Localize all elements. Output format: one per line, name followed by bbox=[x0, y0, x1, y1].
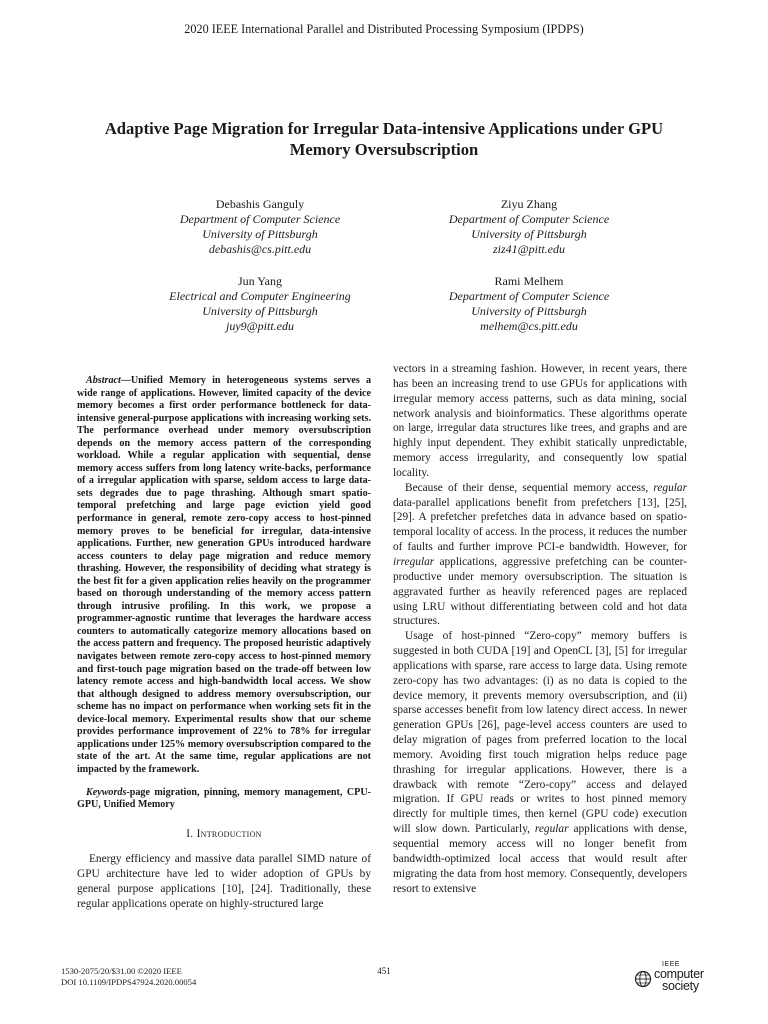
logo-computer: computer bbox=[654, 967, 704, 981]
text-run: Usage of host-pinned “Zero-copy” memory buffers is suggested in both CUDA [19] and OpenCL [3], [5] for irregular applications with sparse, rare access to large data. Using remote zero-copy has two advantages: (i) as no data is copied to the device memory, it prevents memory oversubscription, and (ii) sparse accesses benefit from low latency direct access. In newer generation GPUs [26], page-level access counters are used to delay migration of pages from preferred location to the local memory. Avoiding first touch migration helps reduce page thrashing for irregular applications. However, there is a drawback with remote “Zero-copy” access and delayed migration. If GPU reads or writes to host pinned memory directly for multiple times, then kernel (GPU code) execution will slow down. Particularly, bbox=[393, 630, 687, 836]
author-univ: University of Pittsburgh bbox=[202, 227, 318, 241]
page-number: 451 bbox=[377, 966, 391, 976]
author-block-3 bbox=[110, 274, 410, 334]
text-run: applications, aggressive prefetching can be counter-productive under memory oversubscription. The situation is aggravated further as heavily referenced pages are replaced using LRU without differentiating between cold and hot data structures. bbox=[393, 555, 687, 628]
author-block-2 bbox=[379, 197, 679, 257]
abstract-label: Abstract bbox=[86, 375, 121, 386]
author-email[interactable]: debashis@cs.pitt.edu bbox=[208, 242, 312, 256]
section-heading-introduction bbox=[77, 827, 371, 842]
author-univ: University of Pittsburgh bbox=[471, 304, 587, 318]
keywords-text: -page migration, pinning, memory management, CPU-GPU, Unified Memory bbox=[77, 786, 371, 811]
keywords-label: Keywords bbox=[86, 786, 127, 798]
emphasis-regular: regular bbox=[653, 481, 687, 494]
author-univ: University of Pittsburgh bbox=[471, 227, 587, 241]
emphasis-regular: regular bbox=[534, 823, 569, 836]
intro-paragraph: Energy efficiency and massive data parallel SIMD nature of GPU architecture have led to wider adoption of GPUs by general purpose applications [10], [24]. Traditionally, these regular applications operate on highly-structured large bbox=[77, 853, 371, 910]
abstract bbox=[77, 375, 371, 777]
right-column bbox=[393, 362, 687, 896]
author-block-1 bbox=[110, 197, 410, 257]
footer-issn: 1530-2075/20/$31.00 ©2020 IEEE bbox=[61, 966, 182, 976]
author-block-4 bbox=[379, 274, 679, 334]
author-dept: Department of Computer Science bbox=[448, 289, 610, 303]
logo-society: society bbox=[662, 979, 699, 993]
author-name: Ziyu Zhang bbox=[500, 197, 558, 211]
author-name: Debashis Ganguly bbox=[215, 197, 305, 211]
abstract-text: —Unified Memory in heterogeneous systems serves a wide range of applications. However, limited capacity of the device memory becomes a first order performance bottleneck for data-intensive general-purpose applications with increasing working sets. The performance overhead under memory oversubscription depends on the memory access pattern of the corresponding workload. While a regular application with sequential, dense memory access suffers from long latency write-backs, performance of a irregular application with sparse, seldom access to large data-sets degrades due to page thrashing. Although smart spatio-temporal prefetching and large page eviction yield good performance in general, remote zero-copy access to host-pinned memory proves to be beneficial for irregular, data-intensive applications. Further, new generation GPUs introduced hardware access counters to delay page migration and reduce memory thrashing. However, the responsibility of deciding what strategy is the best fit for a given application relies heavily on the programmer based on thorough understanding of the memory access pattern through intrusive profiling. In this work, we propose a programmer-agnostic runtime that leverages the hardware access counters to automatically categorize memory allocations based on the access pattern and frequency. The proposed heuristic adaptively navigates between remote zero-copy access to host-pinned memory and first-touch page migration based on the trade-off between low latency remote access and high-bandwidth local access. We show that although designed to address memory oversubscription, our scheme has no impact on performance when working sets fit in the device-local memory. Experimental results show that our scheme provides performance improvement of 22% to 78% for irregular applications under 125% memory oversubscription compared to the state of the art. At the same time, regular applications are not impacted by the framework. bbox=[77, 375, 371, 775]
globe-icon bbox=[634, 970, 652, 988]
paragraph-zero-copy bbox=[393, 629, 687, 896]
author-univ: University of Pittsburgh bbox=[202, 304, 318, 318]
emphasis-irregular: irregular bbox=[393, 555, 435, 568]
text-run: Because of their dense, sequential memory access, bbox=[405, 481, 654, 494]
computer-society-logo bbox=[634, 961, 714, 999]
author-email[interactable]: juy9@pitt.edu bbox=[225, 319, 295, 333]
author-dept: Department of Computer Science bbox=[448, 212, 610, 226]
conference-header: 2020 IEEE International Parallel and Distributed Processing Symposium (IPDPS) bbox=[184, 22, 584, 36]
section-number: I. bbox=[186, 827, 197, 840]
logo-ieee: IEEE bbox=[662, 961, 680, 968]
text-run: applications with dense, sequential memory access will no longer benefit from bandwidth-optimized local access that would result after migrating the data from host memory. Consequently, developers resort to extensive bbox=[393, 823, 687, 895]
title-line-2: Memory Oversubscription bbox=[289, 140, 479, 159]
author-email[interactable]: melhem@cs.pitt.edu bbox=[480, 319, 578, 333]
paragraph-continued: vectors in a streaming fashion. However, in recent years, there has been an increasing trend to use GPUs for applications with irregular memory access patterns, such as data mining, social network analysis and bioinformatics. These algorithms operate on large, irregular data structures like trees, and graphs and are highly input dependent. They exhibit statically unpredictable, memory access irregularity, and consequently low spatial locality. bbox=[393, 363, 687, 479]
author-dept: Electrical and Computer Engineering bbox=[169, 289, 351, 303]
paper-title bbox=[60, 118, 708, 160]
author-name: Jun Yang bbox=[237, 274, 282, 288]
text-run: data-parallel applications benefit from prefetchers [13], [25], [29]. A prefetcher prefetches data in advance based on spatio-temporal locality of access. In the process, it reduces the number of faults and further improve PCI-e bandwidth. However, for bbox=[393, 496, 687, 554]
left-column bbox=[77, 375, 371, 912]
keywords bbox=[77, 787, 371, 812]
author-name: Rami Melhem bbox=[494, 274, 564, 288]
title-line-1: Adaptive Page Migration for Irregular Data-intensive Applications under GPU bbox=[104, 119, 664, 138]
author-dept: Department of Computer Science bbox=[179, 212, 341, 226]
author-email[interactable]: ziz41@pitt.edu bbox=[492, 242, 566, 256]
footer-doi[interactable]: DOI 10.1109/IPDPS47924.2020.00054 bbox=[61, 977, 197, 987]
paragraph-prefetchers bbox=[393, 481, 687, 629]
section-title: Introduction bbox=[196, 827, 262, 840]
